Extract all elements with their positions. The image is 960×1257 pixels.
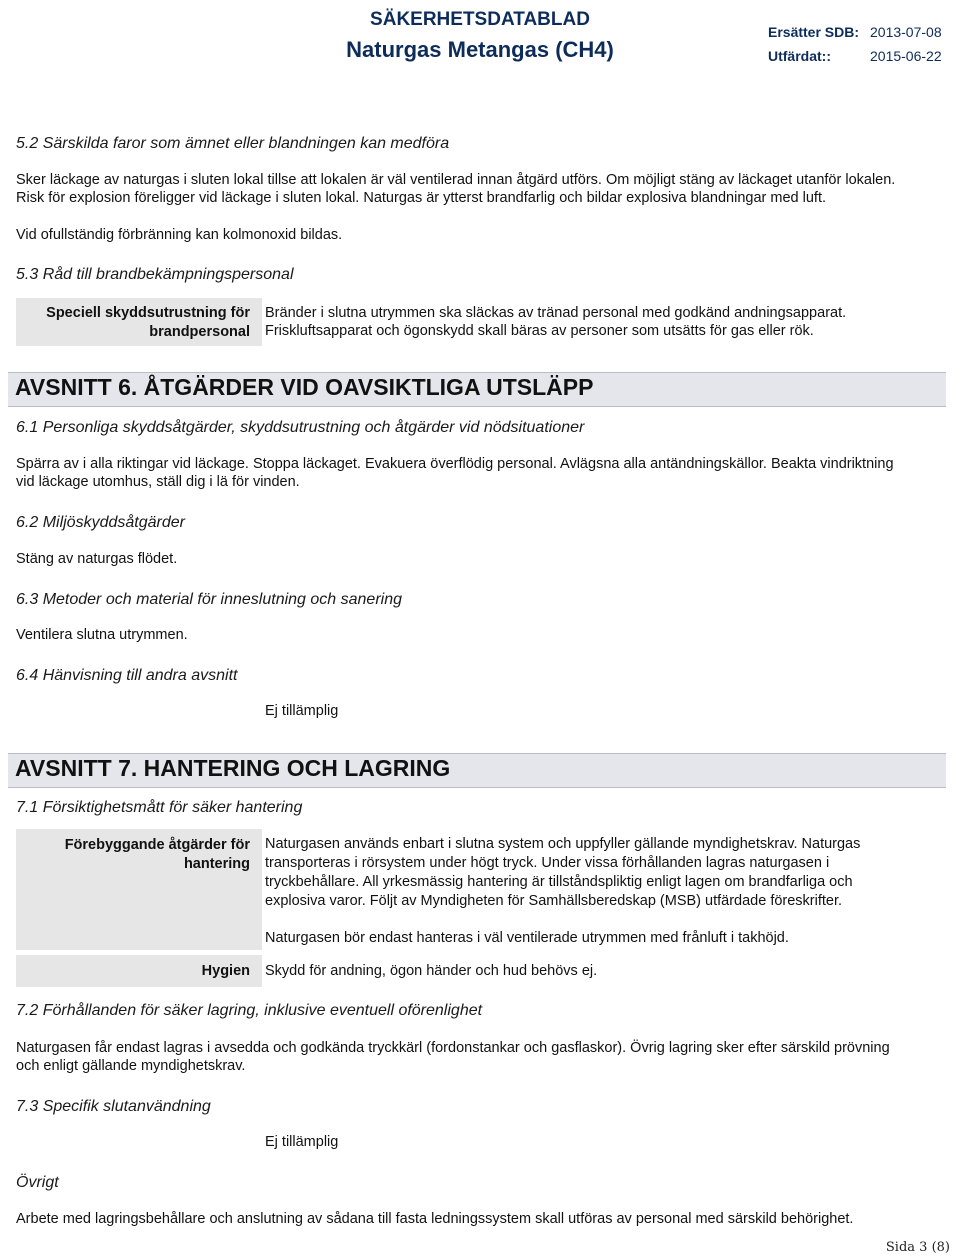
handling-ventilation-text: Naturgasen bör endast hanteras i väl ventilerade utrymmen med frånluft i takhöjd. <box>265 930 789 946</box>
issued-date: 2015-06-22 <box>870 48 942 64</box>
section-5-2-line: Risk för explosion föreligger vid läckage i sluten lokal. Naturgas är ytterst brandfarlig och bildar explosiva blandningar med luft. <box>16 190 826 206</box>
label-line: hantering <box>183 855 250 872</box>
other-heading: Övrigt <box>16 1174 59 1191</box>
section-6-3-text: Ventilera slutna utrymmen. <box>16 627 188 643</box>
replaces-date: 2013-07-08 <box>870 24 942 40</box>
section-7-title: AVSNITT 7. HANTERING OCH LAGRING <box>15 755 451 781</box>
section-6-1-line: Spärra av i alla riktingar vid läckage. Stoppa läckaget. Evakuera överflödig personal. Avlägsna alla antändningskällor. Beakta vindriktning <box>16 456 894 472</box>
section-7-bar <box>8 753 946 788</box>
handling-text-line: transporteras i rörsystem under högt tryck. Under vissa förhållanden lagras naturgasen i <box>265 855 830 871</box>
section-5-2-line: Sker läckage av naturgas i sluten lokal tillse att lokalen är väl ventilerad innan åtgärd utförs. Om möjligt stäng av läckaget utanför lokalen. <box>16 172 896 188</box>
handling-precautions-label <box>16 829 262 950</box>
firefighter-text-line: Bränder i slutna utrymmen ska släckas av tränad personal med godkänd andningsapparat. <box>265 305 847 321</box>
label-line: brandpersonal <box>149 323 250 340</box>
section-5-2-line: Vid ofullständig förbränning kan kolmonoxid bildas. <box>16 227 343 243</box>
hygiene-label <box>16 955 262 987</box>
product-name: Naturgas Metangas (CH4) <box>346 37 614 62</box>
section-7-3-heading: 7.3 Specifik slutanvändning <box>16 1098 211 1115</box>
section-7-2-line: Naturgasen får endast lagras i avsedda och godkända tryckkärl (fordonstankar och gasflaskor). Övrig lagring sker efter särskild prövning <box>16 1040 890 1056</box>
section-5-3-heading: 5.3 Råd till brandbekämpningspersonal <box>16 266 294 283</box>
handling-text-line: Naturgasen används enbart i slutna system och uppfyller gällande myndighetskrav. Naturgas <box>265 836 861 852</box>
section-7-3-text: Ej tillämplig <box>265 1134 339 1150</box>
page-number: Sida 3 (8) <box>885 1240 950 1255</box>
doc-type-title: SÄKERHETSDATABLAD <box>370 9 590 30</box>
section-6-4-text: Ej tillämplig <box>265 703 339 719</box>
firefighter-equipment-label <box>16 298 262 346</box>
issued-label: Utfärdat:: <box>768 48 831 64</box>
section-5-2-heading: 5.2 Särskilda faror som ämnet eller blandningen kan medföra <box>16 135 450 152</box>
firefighter-text-line: Friskluftsapparat och ögonskydd skall bäras av personer som utsätts för gas eller rök. <box>265 323 814 339</box>
section-7-2-heading: 7.2 Förhållanden för säker lagring, inklusive eventuell oförenlighet <box>16 1002 483 1019</box>
section-6-2-text: Stäng av naturgas flödet. <box>16 551 178 567</box>
replaces-label: Ersätter SDB: <box>768 24 860 40</box>
section-6-3-heading: 6.3 Metoder och material för inneslutning och sanering <box>16 591 402 608</box>
label-line: Speciell skyddsutrustning för <box>46 305 250 321</box>
section-6-1-heading: 6.1 Personliga skyddsåtgärder, skyddsutrustning och åtgärder vid nödsituationer <box>16 419 585 436</box>
label-line: Förebyggande åtgärder för <box>64 837 250 853</box>
hygiene-text: Skydd för andning, ögon händer och hud behövs ej. <box>265 963 598 979</box>
section-6-2-heading: 6.2 Miljöskyddsåtgärder <box>16 514 185 531</box>
section-6-title: AVSNITT 6. ÅTGÄRDER VID OAVSIKTLIGA UTSLÄPP <box>15 374 594 400</box>
section-7-2-line: och enligt gällande myndighetskrav. <box>16 1058 246 1074</box>
label-line: Hygien <box>201 963 250 979</box>
handling-text-line: tryckbehållare. All yrkesmässig hantering är tillståndspliktig enligt lagen om brandfarliga och <box>265 874 853 890</box>
section-7-1-heading: 7.1 Försiktighetsmått för säker hantering <box>16 799 303 816</box>
section-6-bar <box>8 372 946 407</box>
section-6-4-heading: 6.4 Hänvisning till andra avsnitt <box>16 667 238 684</box>
other-text: Arbete med lagringsbehållare och anslutning av sådana till fasta ledningssystem skall utföras av personal med särskild behörighet. <box>16 1211 854 1227</box>
section-6-1-line: vid läckage utomhus, ställ dig i lä för vinden. <box>16 474 300 490</box>
handling-text-line: explosiva varor. Följt av Myndigheten för Samhällsberedskap (MSB) utfärdade föreskrifter. <box>265 893 843 909</box>
